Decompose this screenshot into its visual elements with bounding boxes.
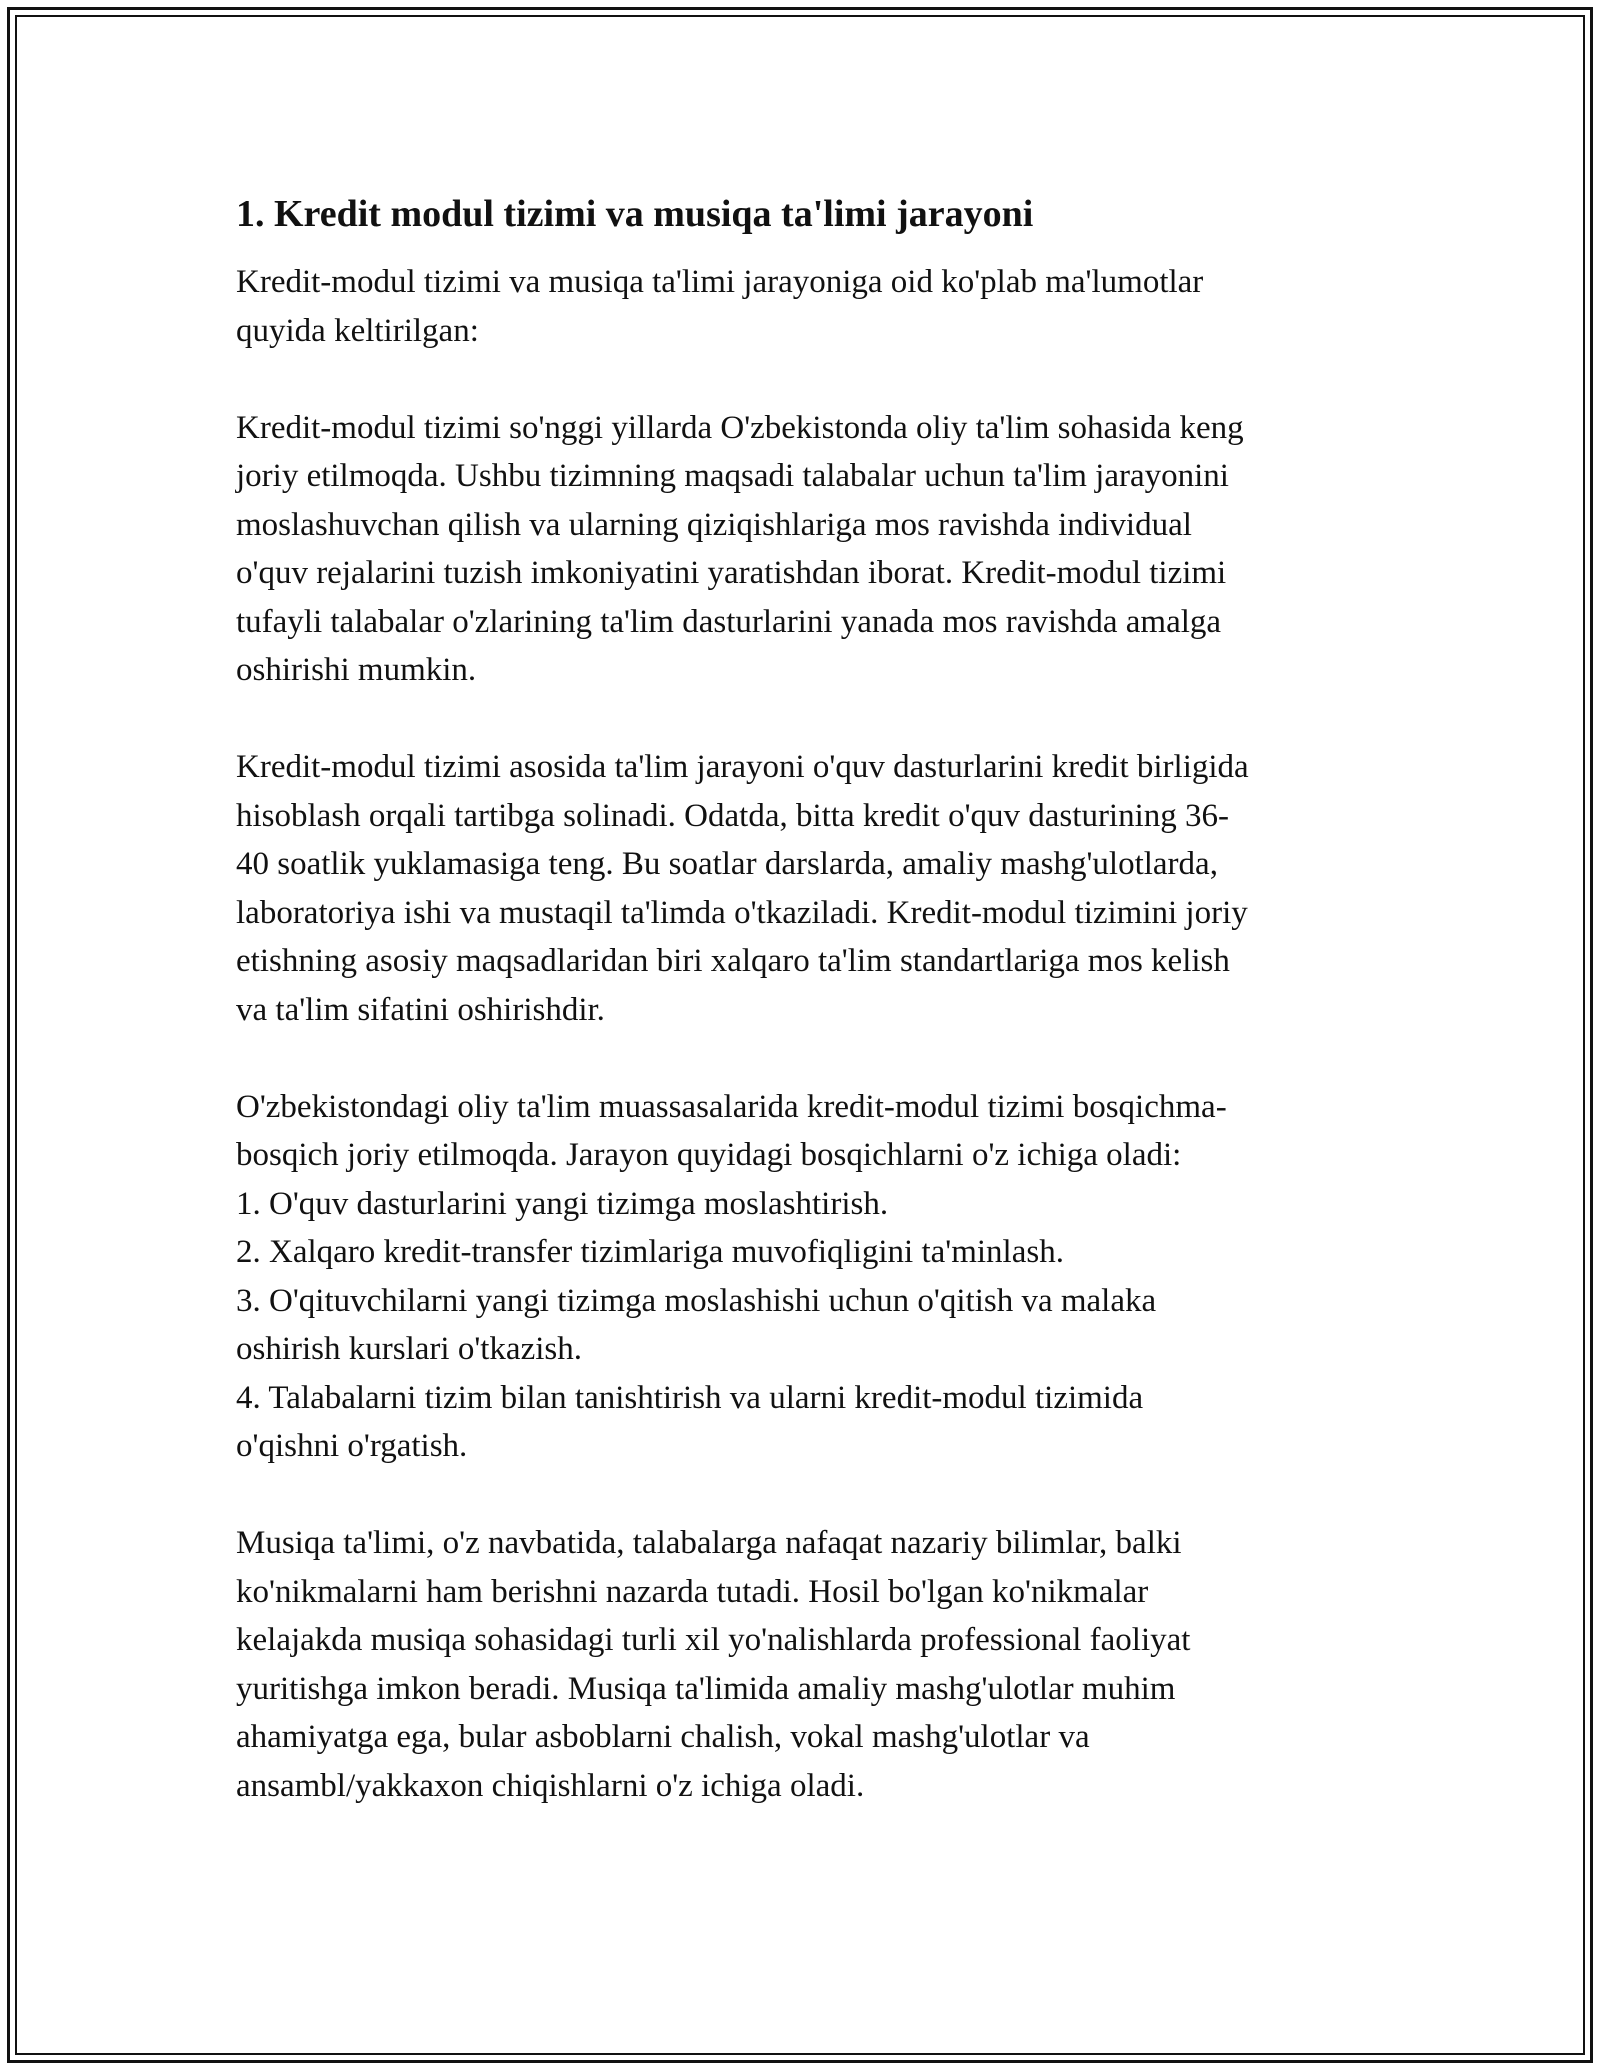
paragraph-line: bosqich joriy etilmoqda. Jarayon quyidagi bosqichlarni o'z ichiga oladi: (236, 1137, 1182, 1173)
list-item: 1. O'quv dasturlarini yangi tizimga moslashtirish. (236, 1185, 889, 1222)
paragraph-line: tufayli talabalar o'zlarining ta'lim dasturlarini yanada mos ravishda amalga (236, 603, 1222, 640)
document-body (236, 188, 1366, 1859)
paragraph-line: Kredit-modul tizimi asosida ta'lim jarayoni o'quv dasturlarini kredit birligida (236, 749, 1249, 785)
list-item-continuation: oshirish kurslari o'tkazish. (236, 1331, 582, 1367)
list-item: 2. Xalqaro kredit-transfer tizimlariga muvofiqligini ta'minlash. (236, 1234, 1064, 1270)
paragraph-line: oshirishi mumkin. (236, 652, 477, 688)
paragraph-line: etishning asosiy maqsadlaridan biri xalqaro ta'lim standartlariga mos kelish (236, 943, 1230, 979)
paragraph-line: joriy etilmoqda. Ushbu tizimning maqsadi talabalar uchun ta'lim jarayonini (236, 458, 1229, 494)
paragraph-line: ahamiyatga ega, bular asboblarni chalish, vokal mashg'ulotlar va (236, 1719, 1090, 1755)
paragraph-line: ko'nikmalarni ham berishni nazarda tutadi. Hosil bo'lgan ko'nikmalar (236, 1573, 1149, 1610)
paragraph-line: Kredit-modul tizimi va musiqa ta'limi jarayoniga oid ko'plab ma'lumotlar (236, 264, 1204, 300)
paragraph-line: 40 soatlik yuklamasiga teng. Bu soatlar darslarda, amaliy mashg'ulotlarda, (236, 846, 1218, 882)
paragraph-line: hisoblash orqali tartibga solinadi. Odatda, bitta kredit o'quv dasturining 36- (236, 797, 1230, 834)
paragraph-music-education (236, 1519, 1366, 1810)
paragraph-line: yuritishga imkon beradi. Musiqa ta'limida amaliy mashg'ulotlar muhim (236, 1670, 1176, 1707)
paragraph-line: moslashuvchan qilish va ularning qiziqishlariga mos ravishda individual (236, 506, 1192, 543)
list-item: 3. O'qituvchilarni yangi tizimga moslashishi uchun o'qitish va malaka (236, 1282, 1157, 1319)
paragraph-credit-module-overview (236, 404, 1366, 695)
paragraph-line: Kredit-modul tizimi so'nggi yillarda O'zbekistonda oliy ta'lim sohasida keng (236, 409, 1244, 446)
paragraph-line: ansambl/yakkaxon chiqishlarni o'z ichiga oladi. (236, 1767, 865, 1804)
paragraph-line: O'zbekistondagi oliy ta'lim muassasalarida kredit-modul tizimi bosqichma- (236, 1088, 1227, 1125)
paragraph-line: quyida keltirilgan: (236, 312, 479, 349)
list-item-continuation: o'qishni o'rgatish. (236, 1428, 468, 1464)
paragraph-credit-units (236, 743, 1366, 1034)
paragraph-line: laboratoriya ishi va mustaqil ta'limda o'tkaziladi. Kredit-modul tizimini joriy (236, 894, 1248, 931)
paragraph-intro (236, 258, 1366, 355)
paragraph-line: kelajakda musiqa sohasidagi turli xil yo'nalishlarda professional faoliyat (236, 1622, 1191, 1658)
paragraph-line: va ta'lim sifatini oshirishdir. (236, 991, 605, 1028)
paragraph-line: o'quv rejalarini tuzish imkoniyatini yaratishdan iborat. Kredit-modul tizimi (236, 555, 1227, 591)
paragraph-implementation-stages (236, 1083, 1366, 1471)
paragraph-line: Musiqa ta'limi, o'z navbatida, talabalarga nafaqat nazariy bilimlar, balki (236, 1525, 1182, 1561)
list-item: 4. Talabalarni tizim bilan tanishtirish va ularni kredit-modul tizimida (236, 1379, 1144, 1416)
section-heading: 1. Kredit modul tizimi va musiqa ta'limi jarayoni (236, 193, 1034, 235)
